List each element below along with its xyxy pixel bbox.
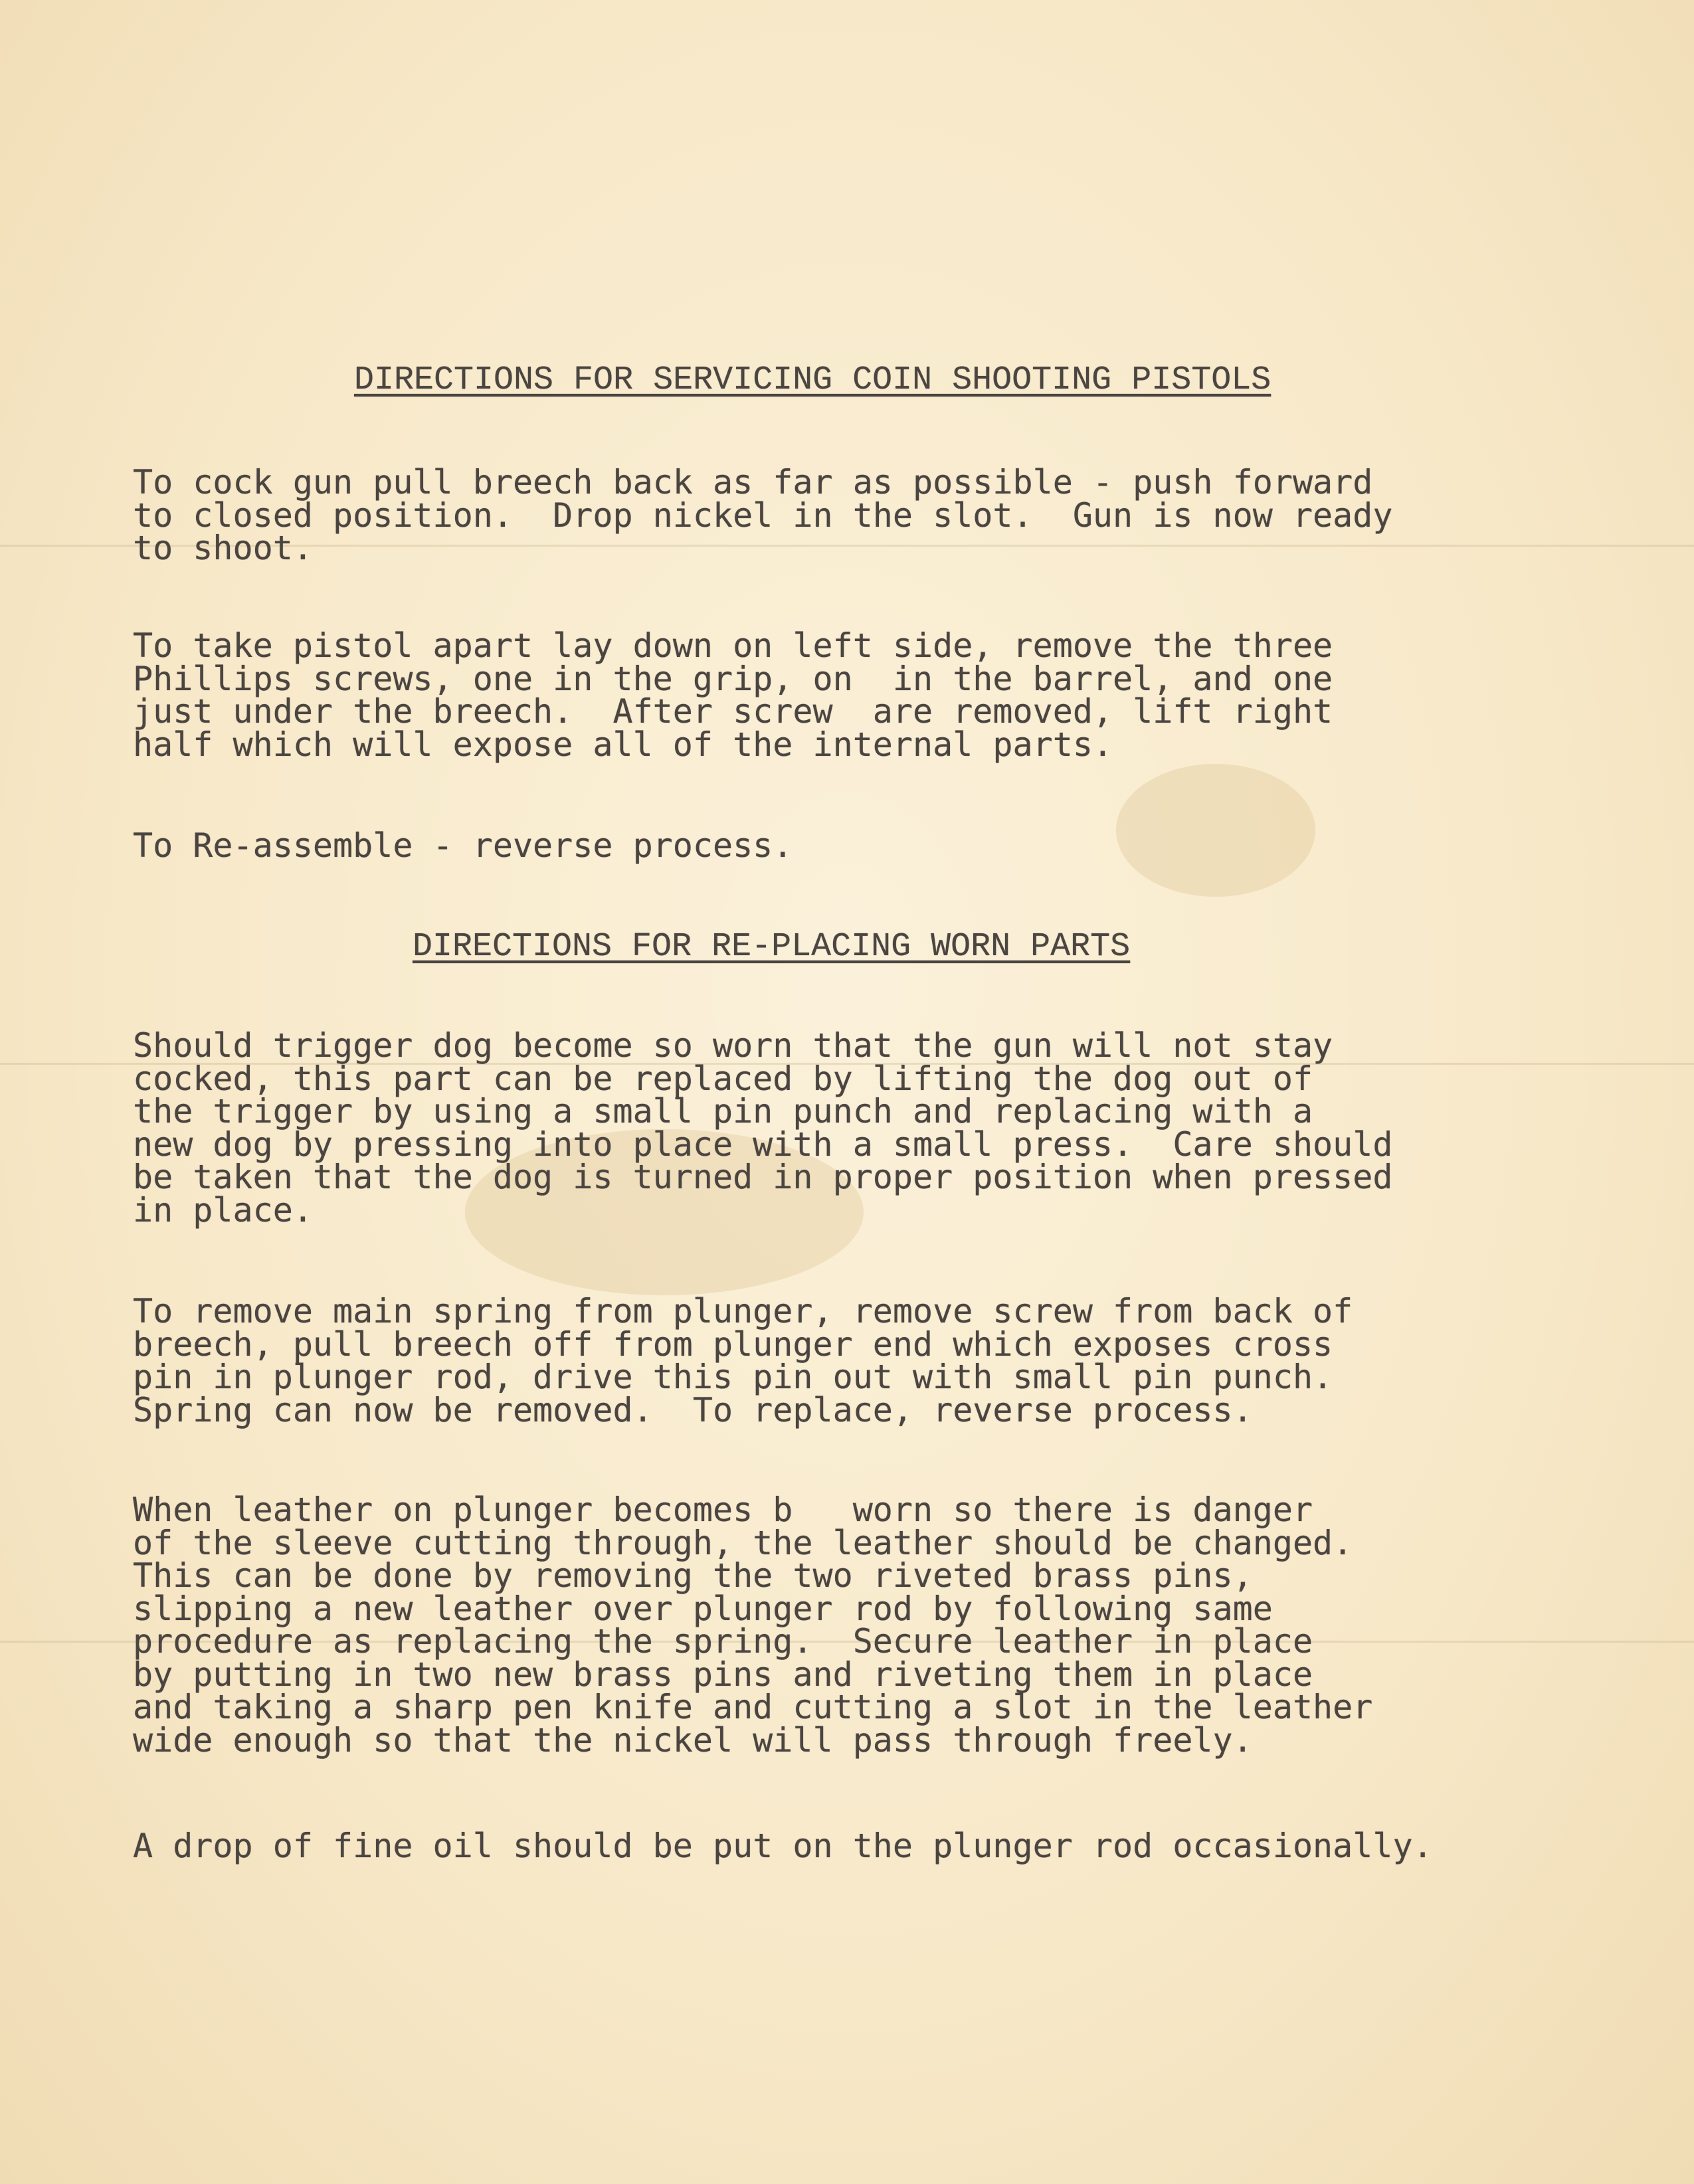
heading-servicing: DIRECTIONS FOR SERVICING COIN SHOOTING PISTOLS <box>354 361 1271 399</box>
heading-replacing-parts: DIRECTIONS FOR RE-PLACING WORN PARTS <box>413 928 1131 966</box>
paragraph-trigger-dog: Should trigger dog become so worn that the gun will not stay cocked, this part can be replaced by lifting the dog out of the trigger by using a small pin punch and replacing with a new dog by pressing into place with a small press. Care should be taken that the dog is turned in proper position when pressed in place. <box>133 1026 1393 1229</box>
paragraph-main-spring: To remove main spring from plunger, remove screw from back of breech, pull breech off from plunger end which exposes cross pin in plunger rod, drive this pin out with small pin punch. Spring can now be removed. To replace, reverse process. <box>133 1292 1353 1429</box>
paragraph-oil: A drop of fine oil should be put on the plunger rod occasionally. <box>133 1827 1433 1865</box>
paragraph-take-apart: To take pistol apart lay down on left side, remove the three Phillips screws, one in the grip, on in the barrel, and one just under the breech. After screw are removed, lift right half which will expose all of the internal parts. <box>133 626 1333 764</box>
paragraph-reassemble: To Re-assemble - reverse process. <box>133 826 793 865</box>
paper-stain <box>1116 764 1315 897</box>
paragraph-leather: When leather on plunger becomes b worn so there is danger of the sleeve cutting through, the leather should be changed. This can be done by removing the two riveted brass pins, slipping a new leather over plunger rod by following same procedure as replacing the spring. Secure leather in place by putting in two new brass pins and riveting them in place and taking a sharp pen knife and cutting a slot in the leather wide enough so that the nickel will pass through freely. <box>133 1491 1373 1760</box>
paragraph-cock-gun: To cock gun pull breech back as far as possible - push forward to closed position. Drop nickel in the slot. Gun is now ready to shoot. <box>133 463 1393 567</box>
